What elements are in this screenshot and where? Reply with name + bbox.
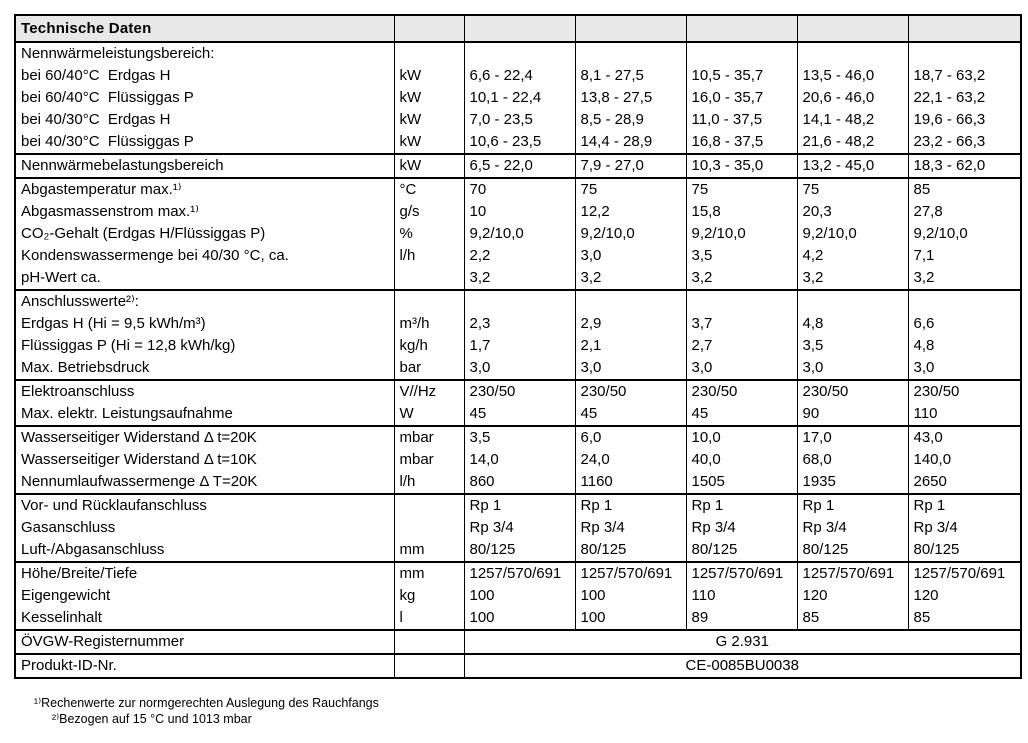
cell-value: 100: [464, 585, 575, 607]
cell-value: 1505: [686, 471, 797, 494]
cell-value: 80/125: [575, 539, 686, 562]
cell-value: 70: [464, 178, 575, 201]
cell-value: 75: [575, 178, 686, 201]
cell-value: 89: [686, 607, 797, 630]
cell-value: 21,6 - 48,2: [797, 131, 908, 154]
row-unit: mbar: [394, 449, 464, 471]
table-row: [15, 87, 1021, 109]
cell-value: 14,4 - 28,9: [575, 131, 686, 154]
table-row: [15, 109, 1021, 131]
header-col-cell: [908, 15, 1021, 42]
cell-value: 3,2: [464, 267, 575, 290]
cell-value: 10,0: [686, 426, 797, 449]
row-unit: kW: [394, 65, 464, 87]
cell-value: 23,2 - 66,3: [908, 131, 1021, 154]
cell-value: 13,5 - 46,0: [797, 65, 908, 87]
table-row: [15, 335, 1021, 357]
cell-value: 12,2: [575, 201, 686, 223]
table-row: [15, 245, 1021, 267]
cell-value: 80/125: [686, 539, 797, 562]
header-col-cell: [797, 15, 908, 42]
cell-value: 24,0: [575, 449, 686, 471]
cell-value: 13,8 - 27,5: [575, 87, 686, 109]
cell-value: 120: [797, 585, 908, 607]
cell-value: 3,0: [686, 357, 797, 380]
table-row: [15, 630, 1021, 654]
cell-value: 6,5 - 22,0: [464, 154, 575, 178]
cell-value: Rp 1: [464, 494, 575, 517]
cell-value: 3,0: [908, 357, 1021, 380]
cell-value: 90: [797, 403, 908, 426]
cell-value: 1257/570/691: [797, 562, 908, 585]
cell-value: 100: [575, 585, 686, 607]
table-row: [15, 403, 1021, 426]
cell-value: 3,5: [797, 335, 908, 357]
row-label: Gasanschluss: [21, 519, 116, 536]
table-group-8: [15, 562, 1021, 630]
row-label: Höhe/Breite/Tiefe: [21, 565, 138, 582]
cell-value: 80/125: [464, 539, 575, 562]
cell-value: [464, 42, 575, 65]
row-merged-value: G 2.931: [464, 630, 1021, 654]
row-merged-value: CE-0085BU0038: [464, 654, 1021, 678]
cell-value: 4,8: [908, 335, 1021, 357]
row-label: bei 40/30°C Erdgas H: [21, 111, 171, 128]
row-unit: [394, 267, 464, 290]
cell-value: 9,2/10,0: [464, 223, 575, 245]
cell-value: 3,2: [686, 267, 797, 290]
cell-value: 7,0 - 23,5: [464, 109, 575, 131]
cell-value: 17,0: [797, 426, 908, 449]
cell-value: 1257/570/691: [686, 562, 797, 585]
cell-value: 230/50: [575, 380, 686, 403]
row-unit: kW: [394, 87, 464, 109]
table-row: [15, 65, 1021, 87]
cell-value: 2,9: [575, 313, 686, 335]
row-unit: kg/h: [394, 335, 464, 357]
footnote-1: ¹⁾Rechenwerte zur normgerechten Auslegung des Rauchfangs: [33, 696, 379, 710]
table-group-4: [15, 290, 1021, 380]
cell-value: 10,5 - 35,7: [686, 65, 797, 87]
row-label: Kesselinhalt: [21, 609, 102, 626]
table-group-1: [15, 42, 1021, 154]
cell-value: [686, 42, 797, 65]
row-label: Max. Betriebsdruck: [21, 359, 150, 376]
cell-value: [464, 290, 575, 313]
row-unit: [394, 42, 464, 65]
cell-value: 10,3 - 35,0: [686, 154, 797, 178]
cell-value: 18,7 - 63,2: [908, 65, 1021, 87]
row-label: Nennwärmebelastungsbereich: [21, 157, 224, 174]
cell-value: 140,0: [908, 449, 1021, 471]
header-col-cell: [464, 15, 575, 42]
cell-value: 3,0: [464, 357, 575, 380]
table-row: [15, 471, 1021, 494]
table-row: [15, 313, 1021, 335]
cell-value: 6,0: [575, 426, 686, 449]
table-row: [15, 539, 1021, 562]
row-unit: W: [394, 403, 464, 426]
cell-value: 8,5 - 28,9: [575, 109, 686, 131]
table-title: Technische Daten: [15, 15, 394, 42]
table-row: [15, 357, 1021, 380]
cell-value: 2,1: [575, 335, 686, 357]
cell-value: 85: [908, 178, 1021, 201]
row-unit: [394, 290, 464, 313]
cell-value: 14,1 - 48,2: [797, 109, 908, 131]
cell-value: 8,1 - 27,5: [575, 65, 686, 87]
cell-value: Rp 3/4: [575, 517, 686, 539]
technical-data-table: [14, 14, 1022, 679]
row-label: Wasserseitiger Widerstand Δ t=10K: [21, 451, 257, 468]
row-label: Abgastemperatur max.¹⁾: [21, 181, 182, 198]
cell-value: 45: [464, 403, 575, 426]
row-unit: mbar: [394, 426, 464, 449]
cell-value: 10,1 - 22,4: [464, 87, 575, 109]
table-group-5: [15, 380, 1021, 426]
cell-value: 75: [797, 178, 908, 201]
cell-value: 68,0: [797, 449, 908, 471]
table-row: [15, 178, 1021, 201]
cell-value: 110: [686, 585, 797, 607]
row-label: Nennwärmeleistungsbereich:: [21, 45, 215, 62]
table-row: [15, 654, 1021, 678]
row-unit: kg: [394, 585, 464, 607]
row-unit: [394, 630, 464, 654]
header-col-cell: [575, 15, 686, 42]
cell-value: 7,1: [908, 245, 1021, 267]
cell-value: 1257/570/691: [908, 562, 1021, 585]
cell-value: 3,0: [797, 357, 908, 380]
cell-value: 120: [908, 585, 1021, 607]
table-row: [15, 449, 1021, 471]
cell-value: 3,7: [686, 313, 797, 335]
cell-value: 110: [908, 403, 1021, 426]
cell-value: 3,5: [686, 245, 797, 267]
cell-value: 2650: [908, 471, 1021, 494]
cell-value: 27,8: [908, 201, 1021, 223]
cell-value: 85: [908, 607, 1021, 630]
cell-value: 1257/570/691: [575, 562, 686, 585]
header-unit-cell: [394, 15, 464, 42]
row-label: Luft-/Abgasanschluss: [21, 541, 165, 558]
table-row: [15, 267, 1021, 290]
cell-value: 9,2/10,0: [686, 223, 797, 245]
table-header-row: [15, 15, 1021, 42]
cell-value: 230/50: [908, 380, 1021, 403]
cell-value: 43,0: [908, 426, 1021, 449]
row-label: Vor- und Rücklaufanschluss: [21, 497, 207, 514]
cell-value: 40,0: [686, 449, 797, 471]
cell-value: 1160: [575, 471, 686, 494]
row-unit: °C: [394, 178, 464, 201]
cell-value: 4,8: [797, 313, 908, 335]
row-label: Kondenswassermenge bei 40/30 °C, ca.: [21, 247, 289, 264]
row-unit: bar: [394, 357, 464, 380]
table-group-7: [15, 494, 1021, 562]
cell-value: 1,7: [464, 335, 575, 357]
cell-value: Rp 1: [797, 494, 908, 517]
row-label: bei 60/40°C Flüssiggas P: [21, 89, 194, 106]
cell-value: 15,8: [686, 201, 797, 223]
row-unit: l: [394, 607, 464, 630]
table-row: [15, 562, 1021, 585]
row-label: Nennumlaufwassermenge Δ T=20K: [21, 473, 258, 490]
cell-value: 3,5: [464, 426, 575, 449]
row-unit: [394, 517, 464, 539]
cell-value: Rp 1: [908, 494, 1021, 517]
row-label: Flüssiggas P (Hi = 12,8 kWh/kg): [21, 337, 236, 354]
table-row: [15, 607, 1021, 630]
cell-value: 75: [686, 178, 797, 201]
table-group-6: [15, 426, 1021, 494]
cell-value: 9,2/10,0: [575, 223, 686, 245]
cell-value: 2,2: [464, 245, 575, 267]
row-label: Anschlusswerte²⁾:: [21, 293, 139, 310]
row-label: Wasserseitiger Widerstand Δ t=20K: [21, 429, 257, 446]
row-unit: [394, 654, 464, 678]
row-label: Eigengewicht: [21, 587, 111, 604]
row-unit: l/h: [394, 245, 464, 267]
cell-value: 80/125: [908, 539, 1021, 562]
cell-value: 230/50: [686, 380, 797, 403]
table-row: [15, 201, 1021, 223]
cell-value: 20,6 - 46,0: [797, 87, 908, 109]
table-group-9: [15, 630, 1021, 654]
cell-value: 2,3: [464, 313, 575, 335]
cell-value: [797, 42, 908, 65]
row-unit: V//Hz: [394, 380, 464, 403]
cell-value: 9,2/10,0: [797, 223, 908, 245]
cell-value: 80/125: [797, 539, 908, 562]
cell-value: 45: [575, 403, 686, 426]
cell-value: 6,6: [908, 313, 1021, 335]
cell-value: 18,3 - 62,0: [908, 154, 1021, 178]
table-row: [15, 494, 1021, 517]
cell-value: 230/50: [797, 380, 908, 403]
table-row: [15, 223, 1021, 245]
cell-value: 10: [464, 201, 575, 223]
table-row: [15, 290, 1021, 313]
cell-value: [575, 42, 686, 65]
cell-value: 19,6 - 66,3: [908, 109, 1021, 131]
cell-value: 11,0 - 37,5: [686, 109, 797, 131]
table-row: [15, 426, 1021, 449]
cell-value: 6,6 - 22,4: [464, 65, 575, 87]
table-row: [15, 131, 1021, 154]
row-label: pH-Wert ca.: [21, 269, 101, 286]
cell-value: Rp 3/4: [686, 517, 797, 539]
cell-value: 16,8 - 37,5: [686, 131, 797, 154]
cell-value: 20,3: [797, 201, 908, 223]
row-unit: %: [394, 223, 464, 245]
cell-value: 14,0: [464, 449, 575, 471]
cell-value: 2,7: [686, 335, 797, 357]
cell-value: 4,2: [797, 245, 908, 267]
row-unit: kW: [394, 131, 464, 154]
cell-value: 16,0 - 35,7: [686, 87, 797, 109]
cell-value: 860: [464, 471, 575, 494]
row-label: bei 40/30°C Flüssiggas P: [21, 133, 194, 150]
cell-value: 1935: [797, 471, 908, 494]
cell-value: 3,2: [575, 267, 686, 290]
cell-value: [797, 290, 908, 313]
row-label: CO₂-Gehalt (Erdgas H/Flüssiggas P): [21, 225, 266, 242]
cell-value: 7,9 - 27,0: [575, 154, 686, 178]
cell-value: 3,2: [797, 267, 908, 290]
cell-value: Rp 3/4: [908, 517, 1021, 539]
cell-value: 3,0: [575, 357, 686, 380]
table-group-3: [15, 178, 1021, 290]
table-row: [15, 585, 1021, 607]
row-unit: mm: [394, 539, 464, 562]
cell-value: [575, 290, 686, 313]
row-unit: m³/h: [394, 313, 464, 335]
header-col-cell: [686, 15, 797, 42]
table-row: [15, 154, 1021, 178]
cell-value: 9,2/10,0: [908, 223, 1021, 245]
table-group-2: [15, 154, 1021, 178]
cell-value: [908, 42, 1021, 65]
cell-value: 1257/570/691: [464, 562, 575, 585]
row-label: Produkt-ID-Nr.: [21, 657, 117, 674]
cell-value: [686, 290, 797, 313]
row-label: Abgasmassenstrom max.¹⁾: [21, 203, 199, 220]
row-label: Erdgas H (Hi = 9,5 kWh/m³): [21, 315, 206, 332]
row-unit: l/h: [394, 471, 464, 494]
row-unit: kW: [394, 109, 464, 131]
cell-value: Rp 3/4: [464, 517, 575, 539]
table-group-10: [15, 654, 1021, 678]
cell-value: 100: [575, 607, 686, 630]
cell-value: 100: [464, 607, 575, 630]
row-label: Elektroanschluss: [21, 383, 135, 400]
row-label: Max. elektr. Leistungsaufnahme: [21, 405, 233, 422]
row-label: bei 60/40°C Erdgas H: [21, 67, 171, 84]
cell-value: Rp 1: [686, 494, 797, 517]
footnote-2: ²⁾Bezogen auf 15 °C und 1013 mbar: [51, 712, 252, 726]
cell-value: 45: [686, 403, 797, 426]
table-header-group: [15, 15, 1021, 42]
cell-value: 85: [797, 607, 908, 630]
row-unit: g/s: [394, 201, 464, 223]
cell-value: 3,2: [908, 267, 1021, 290]
cell-value: 22,1 - 63,2: [908, 87, 1021, 109]
row-unit: mm: [394, 562, 464, 585]
cell-value: 13,2 - 45,0: [797, 154, 908, 178]
table-row: [15, 517, 1021, 539]
row-label: ÖVGW-Registernummer: [21, 633, 185, 650]
row-unit: kW: [394, 154, 464, 178]
footnote: [20, 679, 379, 743]
cell-value: 10,6 - 23,5: [464, 131, 575, 154]
table-row: [15, 380, 1021, 403]
cell-value: 3,0: [575, 245, 686, 267]
cell-value: 230/50: [464, 380, 575, 403]
cell-value: Rp 3/4: [797, 517, 908, 539]
table-row: [15, 42, 1021, 65]
cell-value: [908, 290, 1021, 313]
row-unit: [394, 494, 464, 517]
cell-value: Rp 1: [575, 494, 686, 517]
